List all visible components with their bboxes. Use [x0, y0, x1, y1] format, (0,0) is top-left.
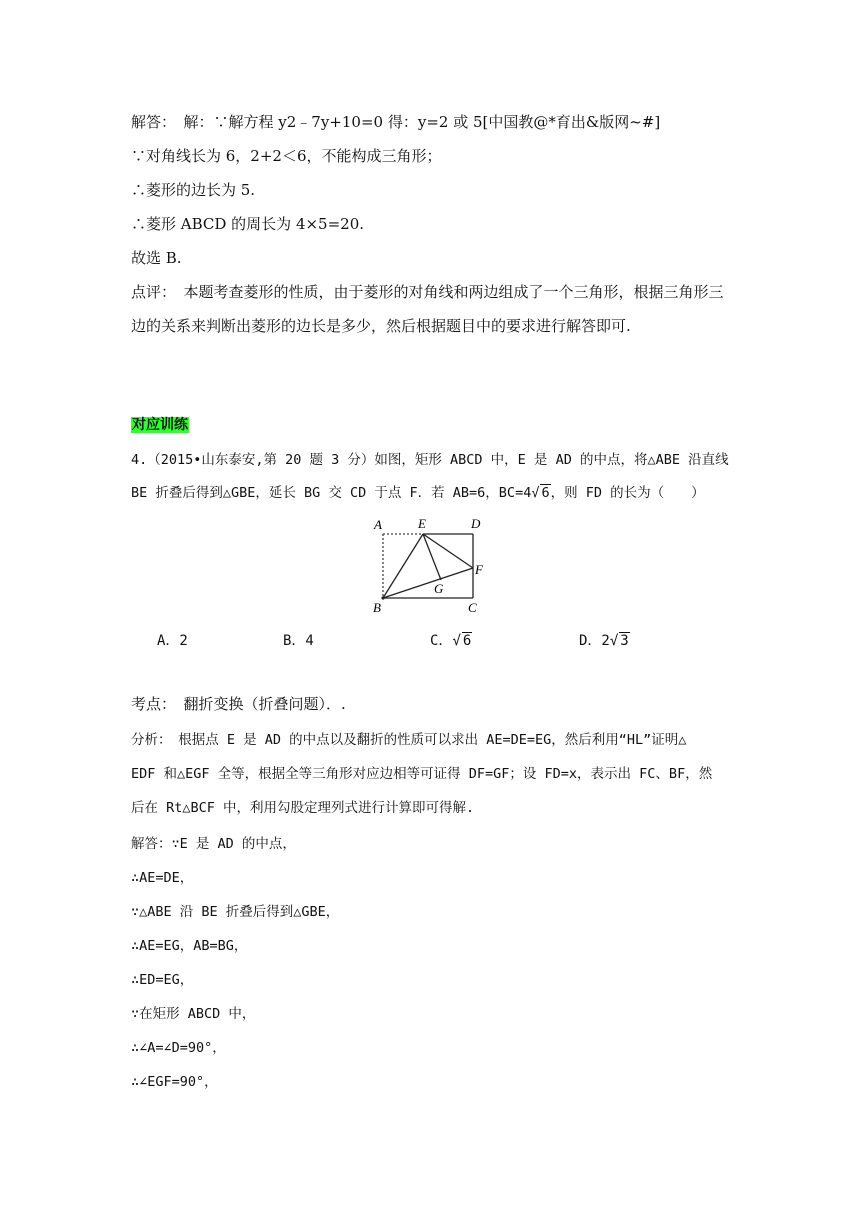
jieda-line-8: ∴∠EGF=90°，: [131, 1074, 218, 1090]
option-c-sqrt: √ 6: [452, 633, 472, 649]
option-d-radicand: 3: [620, 633, 629, 649]
sqrt-symbol: √ 6: [531, 485, 550, 501]
solution-line-4: ∴菱形 ABCD 的周长为 4×5=20.: [131, 215, 365, 233]
edge-B-E: [383, 534, 423, 598]
jieda-line-3: ∵△ABE 沿 BE 折叠后得到△GBE，: [131, 904, 340, 920]
fenxi-line-1: 分析： 根据点 E 是 AD 的中点以及翻折的性质可以求出 AE=DE=EG，然后利用“HL”证明△: [131, 732, 687, 748]
solution-line-1: 解答： 解：∵解方程 y2﹣7y+10=0 得：y=2 或 5[中国教@*育出&版网~#]: [131, 113, 661, 131]
problem-line-1: 4.（2015•山东泰安,第 20 题 3 分）如图，矩形 ABCD 中，E 是 AD 的中点，将△ABE 沿直线: [131, 452, 729, 468]
label-B: B: [373, 600, 381, 615]
edge-E-F: [423, 534, 473, 568]
sqrt-radicand: 6: [541, 485, 550, 501]
edge-B-F: [383, 568, 473, 598]
solution-line-2: ∵对角线长为 6，2+2＜6，不能构成三角形；: [131, 147, 442, 165]
label-G: G: [434, 581, 444, 596]
problem-line-2: [131, 483, 705, 503]
option-d-sqrt: √ 3: [609, 633, 629, 649]
section-label: [131, 414, 189, 435]
option-d-prefix: D．2: [579, 633, 610, 649]
section-label-text: 对应训练: [132, 417, 188, 433]
option-c-prefix: C．: [430, 633, 453, 649]
label-D: D: [471, 516, 481, 531]
label-C: C: [468, 600, 477, 615]
jieda-line-6: ∵在矩形 ABCD 中，: [131, 1006, 256, 1022]
option-b: B．4: [283, 633, 314, 649]
jieda-line-2: ∴AE=DE，: [131, 870, 194, 886]
label-A: A: [374, 517, 382, 532]
jieda-line-4: ∴AE=EG，AB=BG，: [131, 938, 248, 954]
solution-line-3: ∴菱形的边长为 5.: [131, 181, 256, 199]
option-a: A．2: [157, 633, 188, 649]
solution-line-5: 故选 B.: [131, 249, 182, 267]
label-F: F: [475, 562, 483, 577]
option-d: [579, 630, 630, 650]
comment-line-2: 边的关系来判断出菱形的边长是多少，然后根据题目中的要求进行解答即可.: [131, 317, 631, 335]
kaodian-line: 考点： 翻折变换（折叠问题）．.: [131, 695, 346, 713]
jieda-line-7: ∴∠A=∠D=90°，: [131, 1040, 226, 1056]
problem-line-2-b: ，则 FD 的长为（ ）: [550, 485, 705, 501]
option-c-radicand: 6: [462, 633, 472, 649]
option-c: [430, 630, 472, 650]
fenxi-line-2: EDF 和△EGF 全等，根据全等三角形对应边相等可证得 DF=GF；设 FD=x，表示出 FC、BF，然: [131, 766, 713, 782]
jieda-line-5: ∴ED=EG，: [131, 972, 194, 988]
problem-line-2-a: BE 折叠后得到△GBE，延长 BG 交 CD 于点 F．若 AB=6，BC=4: [131, 485, 532, 501]
label-E: E: [418, 516, 426, 531]
geometry-figure: [365, 512, 495, 618]
comment-line-1: 点评： 本题考查菱形的性质，由于菱形的对角线和两边组成了一个三角形，根据三角形三: [131, 283, 724, 301]
point-B: [381, 596, 384, 599]
fenxi-line-3: 后在 Rt△BCF 中，利用勾股定理列式进行计算即可得解.: [131, 800, 475, 816]
jieda-line-1: 解答：∵E 是 AD 的中点，: [131, 836, 296, 852]
